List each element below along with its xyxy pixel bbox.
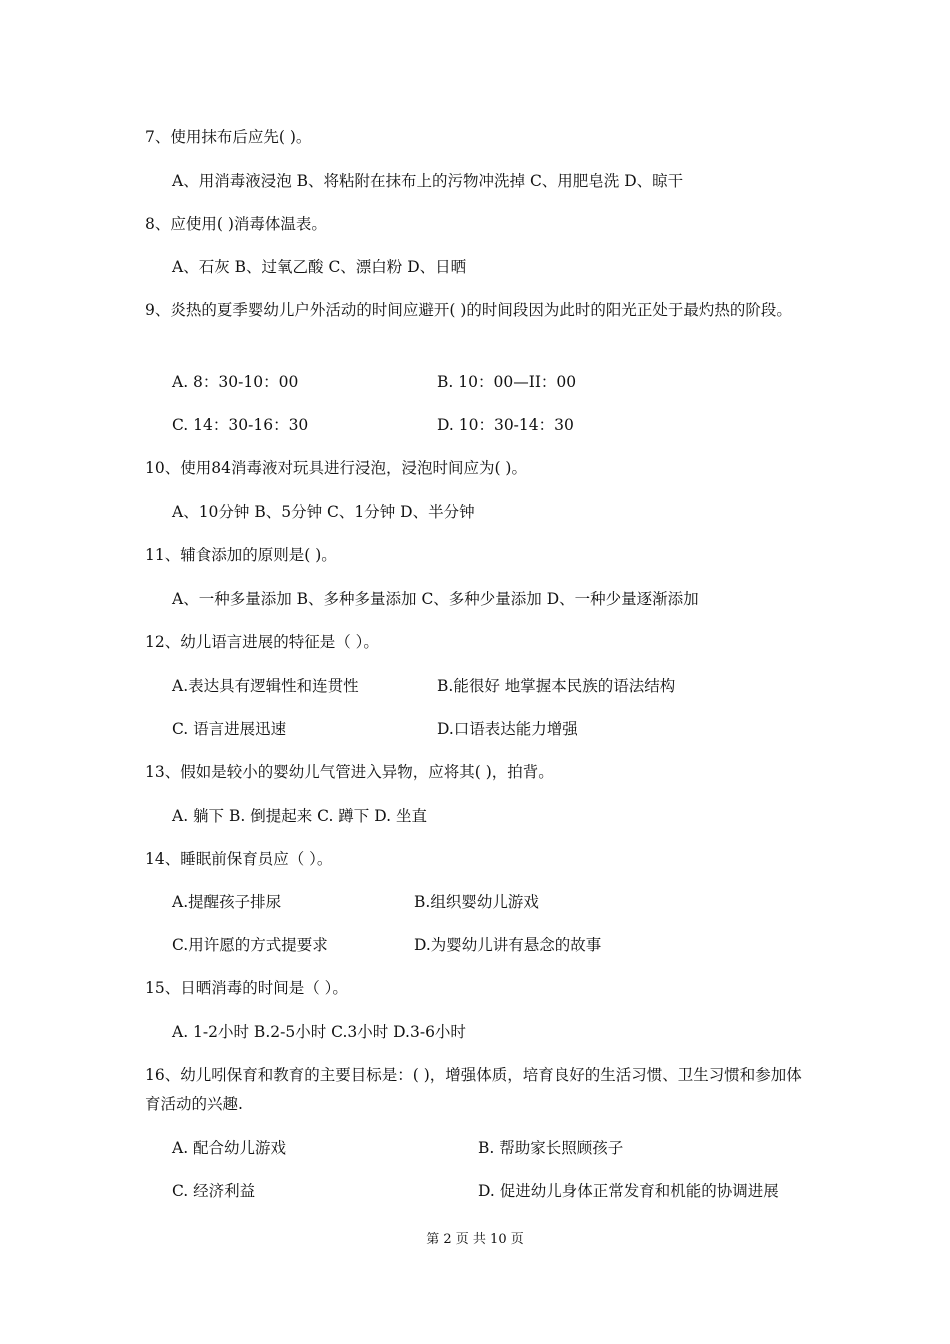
question-16-option-a: A. 配合幼儿游戏 — [172, 1139, 287, 1157]
question-11-options: A、一种多量添加 B、多种多量添加 C、多种少量添加 D、一种少量逐渐添加 — [172, 590, 699, 608]
question-16-option-c: C. 经济利益 — [172, 1182, 256, 1200]
question-12-option-b: B.能很好 地掌握本民族的语法结构 — [437, 677, 676, 695]
question-12-option-a: A.表达具有逻辑性和连贯性 — [172, 677, 359, 695]
question-13-stem: 13、假如是较小的婴幼儿气管进入异物，应将其( )，拍背。 — [145, 763, 554, 781]
question-8-options: A、石灰 B、过氧乙酸 C、漂白粉 D、日晒 — [172, 258, 467, 276]
question-9-option-c: C. 14：30-16：30 — [172, 416, 309, 434]
question-9-stem: 9、炎热的夏季婴幼儿户外活动的时间应避开( )的时间段因为此时的阳光正处于最灼热的阶段。 — [145, 301, 792, 319]
question-14-option-a: A.提醒孩子排尿 — [172, 893, 282, 911]
question-14-option-c: C.用许愿的方式提要求 — [172, 936, 328, 954]
question-12-stem: 12、幼儿语言进展的特征是（ ）。 — [145, 633, 379, 651]
question-16-option-d: D. 促进幼儿身体正常发育和机能的协调进展 — [478, 1182, 779, 1200]
question-16-option-b: B. 帮助家长照顾孩子 — [478, 1139, 624, 1157]
question-9-option-d: D. 10：30-14：30 — [437, 416, 574, 434]
page-number-footer: 第 2 页 共 10 页 — [426, 1232, 524, 1247]
question-14-stem: 14、睡眠前保育员应（ ）。 — [145, 850, 333, 868]
question-15-options: A. 1-2小时 B.2-5小时 C.3小时 D.3-6小时 — [172, 1023, 466, 1041]
question-13-options: A. 躺下 B. 倒提起来 C. 蹲下 D. 坐直 — [172, 807, 427, 825]
question-10-stem: 10、使用84消毒液对玩具进行浸泡，浸泡时间应为( )。 — [145, 459, 527, 477]
question-12-option-c: C. 语言进展迅速 — [172, 720, 287, 738]
question-9-option-b: B. 10：00—II：00 — [437, 373, 577, 391]
question-16-stem: 16、幼儿吲保育和教育的主要目标是：( )，增强体质，培育良好的生活习惯、卫生习惯和参加体育活动的兴趣. — [145, 1066, 802, 1113]
question-8-stem: 8、应使用( )消毒体温表。 — [145, 215, 327, 233]
question-15-stem: 15、日晒消毒的时间是（ ）。 — [145, 979, 348, 997]
question-7-options: A、用消毒液浸泡 B、将粘附在抹布上的污物冲洗掉 C、用肥皂洗 D、晾干 — [172, 172, 684, 190]
question-10-options: A、10分钟 B、5分钟 C、1分钟 D、半分钟 — [172, 503, 475, 521]
question-12-option-d: D.口语表达能力增强 — [437, 720, 578, 738]
question-11-stem: 11、辅食添加的原则是( )。 — [145, 546, 337, 564]
question-14-option-d: D.为婴幼儿讲有悬念的故事 — [414, 936, 602, 954]
question-14-option-b: B.组织婴幼儿游戏 — [414, 893, 539, 911]
question-7-stem: 7、使用抹布后应先( )。 — [145, 128, 312, 146]
question-9-option-a: A. 8：30-10：00 — [172, 373, 299, 391]
